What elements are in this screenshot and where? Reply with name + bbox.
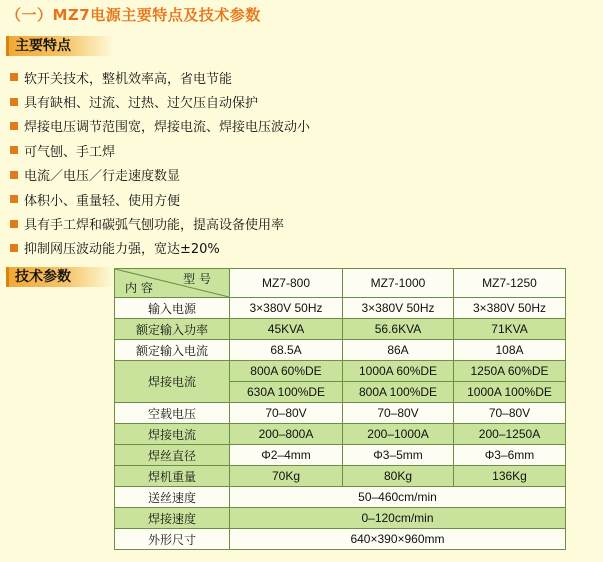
header-model-label: 型 号 xyxy=(183,272,211,286)
feature-item xyxy=(10,187,310,211)
row-label: 焊接电流 xyxy=(115,424,230,445)
table-cell: 45KVA xyxy=(230,319,343,340)
table-row xyxy=(115,508,566,529)
feature-item xyxy=(10,211,310,235)
row-label: 焊机重量 xyxy=(115,466,230,487)
row-label: 焊接速度 xyxy=(115,508,230,529)
table-cell: 200–1250A xyxy=(454,424,566,445)
table-cell: Φ3–5mm xyxy=(343,445,454,466)
header-content-label: 内 容 xyxy=(125,281,153,295)
features-heading: 主要特点 xyxy=(15,38,71,54)
spec-table xyxy=(114,268,566,550)
square-bullet-icon xyxy=(10,73,18,81)
table-cell: 200–1000A xyxy=(343,424,454,445)
square-bullet-icon xyxy=(10,220,18,228)
table-row xyxy=(115,529,566,550)
table-cell: 136Kg xyxy=(454,466,566,487)
header-model-1250: MZ7-1250 xyxy=(454,269,566,298)
square-bullet-icon xyxy=(10,122,18,130)
params-heading: 技术参数 xyxy=(15,269,71,285)
table-cell: 3×380V 50Hz xyxy=(343,298,454,319)
feature-item xyxy=(10,89,310,113)
row-label: 额定输入功率 xyxy=(115,319,230,340)
feature-item xyxy=(10,65,310,89)
table-header-row xyxy=(115,269,566,298)
row-label: 焊丝直径 xyxy=(115,445,230,466)
square-bullet-icon xyxy=(10,146,18,154)
page-title: （一）MZ7电源主要特点及技术参数 xyxy=(6,6,261,24)
table-cell: 630A 100%DE xyxy=(230,382,343,403)
square-bullet-icon xyxy=(10,195,18,203)
table-cell: 70Kg xyxy=(230,466,343,487)
table-cell: 200–800A xyxy=(230,424,343,445)
feature-text: 焊接电压调节范围宽，焊接电流、焊接电压波动小 xyxy=(24,120,311,136)
table-cell: 86A xyxy=(343,340,454,361)
table-cell: 68.5A xyxy=(230,340,343,361)
table-cell: 80Kg xyxy=(343,466,454,487)
table-cell: 108A xyxy=(454,340,566,361)
header-model-1000: MZ7-1000 xyxy=(343,269,454,298)
table-row xyxy=(115,487,566,508)
row-label: 焊接电流 xyxy=(115,361,230,403)
table-cell: 800A 100%DE xyxy=(343,382,454,403)
feature-text: 具有手工焊和碳弧气刨功能，提高设备使用率 xyxy=(24,218,285,234)
table-cell: 71KVA xyxy=(454,319,566,340)
table-row xyxy=(115,298,566,319)
table-cell: 1250A 60%DE xyxy=(454,361,566,382)
table-cell: 3×380V 50Hz xyxy=(454,298,566,319)
row-label: 送丝速度 xyxy=(115,487,230,508)
row-label: 外形尺寸 xyxy=(115,529,230,550)
row-label: 额定输入电流 xyxy=(115,340,230,361)
table-cell: 56.6KVA xyxy=(343,319,454,340)
header-model-800: MZ7-800 xyxy=(230,269,343,298)
feature-text: 软开关技术，整机效率高，省电节能 xyxy=(24,71,233,87)
feature-item xyxy=(10,236,310,260)
header-corner-cell xyxy=(115,269,230,298)
table-cell: 0–120cm/min xyxy=(230,508,566,529)
table-cell: 640×390×960mm xyxy=(230,529,566,550)
table-row xyxy=(115,466,566,487)
table-row xyxy=(115,340,566,361)
table-cell: 70–80V xyxy=(343,403,454,424)
table-cell: 1000A 100%DE xyxy=(454,382,566,403)
table-cell: 70–80V xyxy=(454,403,566,424)
table-row xyxy=(115,403,566,424)
row-label: 空载电压 xyxy=(115,403,230,424)
table-cell: 70–80V xyxy=(230,403,343,424)
square-bullet-icon xyxy=(10,244,18,252)
table-cell: 3×380V 50Hz xyxy=(230,298,343,319)
table-cell: Φ2–4mm xyxy=(230,445,343,466)
feature-text: 电流／电压／行走速度数显 xyxy=(24,169,181,185)
feature-item xyxy=(10,114,310,138)
feature-item xyxy=(10,138,310,162)
table-row xyxy=(115,361,566,382)
square-bullet-icon xyxy=(10,98,18,106)
table-cell: 800A 60%DE xyxy=(230,361,343,382)
feature-text: 可气刨、手工焊 xyxy=(24,144,116,160)
features-list xyxy=(10,65,310,260)
feature-text: 具有缺相、过流、过热、过欠压自动保护 xyxy=(24,96,259,112)
feature-item xyxy=(10,163,310,187)
features-heading-bar xyxy=(6,36,113,56)
table-row xyxy=(115,424,566,445)
table-cell: 1000A 60%DE xyxy=(343,361,454,382)
table-cell: Φ3–6mm xyxy=(454,445,566,466)
table-row xyxy=(115,445,566,466)
row-label: 输入电源 xyxy=(115,298,230,319)
feature-text: 抑制网压波动能力强，宽达±20% xyxy=(24,242,220,258)
params-heading-bar xyxy=(6,267,113,287)
feature-text: 体积小、重量轻、使用方便 xyxy=(24,193,181,209)
table-cell: 50–460cm/min xyxy=(230,487,566,508)
table-row xyxy=(115,319,566,340)
square-bullet-icon xyxy=(10,171,18,179)
